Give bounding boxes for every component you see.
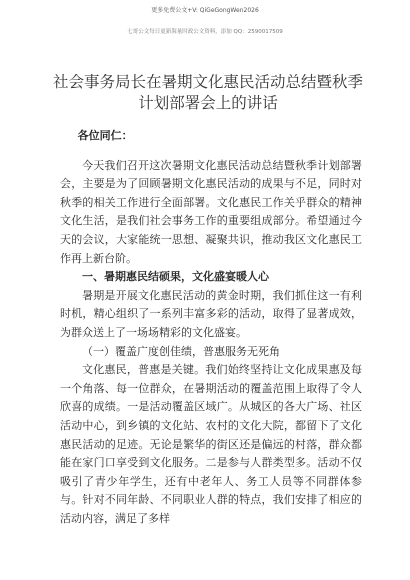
intro-paragraph: 今天我们召开这次暑期文化惠民活动总结暨秋季计划部署会，主要是为了回顾暑期文化惠民活动的成果与不足，同时对秋季的相关工作进行全面部署。文化惠民工作关乎群众的精神文化生活，是我们社会事务工作的重要组成部分。希望通过今天的会议，大家能统一思想、凝聚共识，推动我区文化惠民工作再上新台阶。 bbox=[60, 158, 362, 265]
subsection-paragraph: 文化惠民，普惠是关键。我们始终坚持让文化成果惠及每一个角落、每一位群众，在暑期活动的覆盖范围上取得了令人欣喜的成绩。一是活动覆盖区域广。从城区的各大广场、社区活动中心，到乡镇的文化站、农村的文化大院，都留下了文化惠民活动的足迹。无论是繁华的街区还是偏远的村落，群众都能在家门口享受到文化服务。二是参与人群类型多。活动不仅吸引了青少年学生，还有中老年人、务工人员等不同群体参与。针对不同年龄、不同职业人群的特点，我们安排了相应的活动内容，满足了多样 bbox=[60, 363, 362, 525]
section-paragraph: 暑期是开展文化惠民活动的黄金时期，我们抓住这一有利时机，精心组织了一系列丰富多彩的活动，取得了显著成效，为群众送上了一场场精彩的文化盛宴。 bbox=[60, 288, 362, 339]
section-heading: 一、暑期惠民结硕果，文化盛宴暖人心 bbox=[82, 270, 269, 284]
salutation: 各位同仁： bbox=[77, 129, 133, 142]
subsection-heading: （一）覆盖广度创佳绩，普惠服务无死角 bbox=[82, 344, 280, 358]
watermark-subheader: 七哥公文每日更新海量时政公文资料，添加 QQ：2590017509 bbox=[127, 29, 283, 35]
document-title: 社会事务局长在暑期文化惠民活动总结暨秋季计划部署会上的讲话 bbox=[52, 73, 363, 112]
watermark-header: 更多免费公文+V: QiGeGongWen2026 bbox=[151, 7, 259, 14]
document-body bbox=[60, 116, 362, 528]
